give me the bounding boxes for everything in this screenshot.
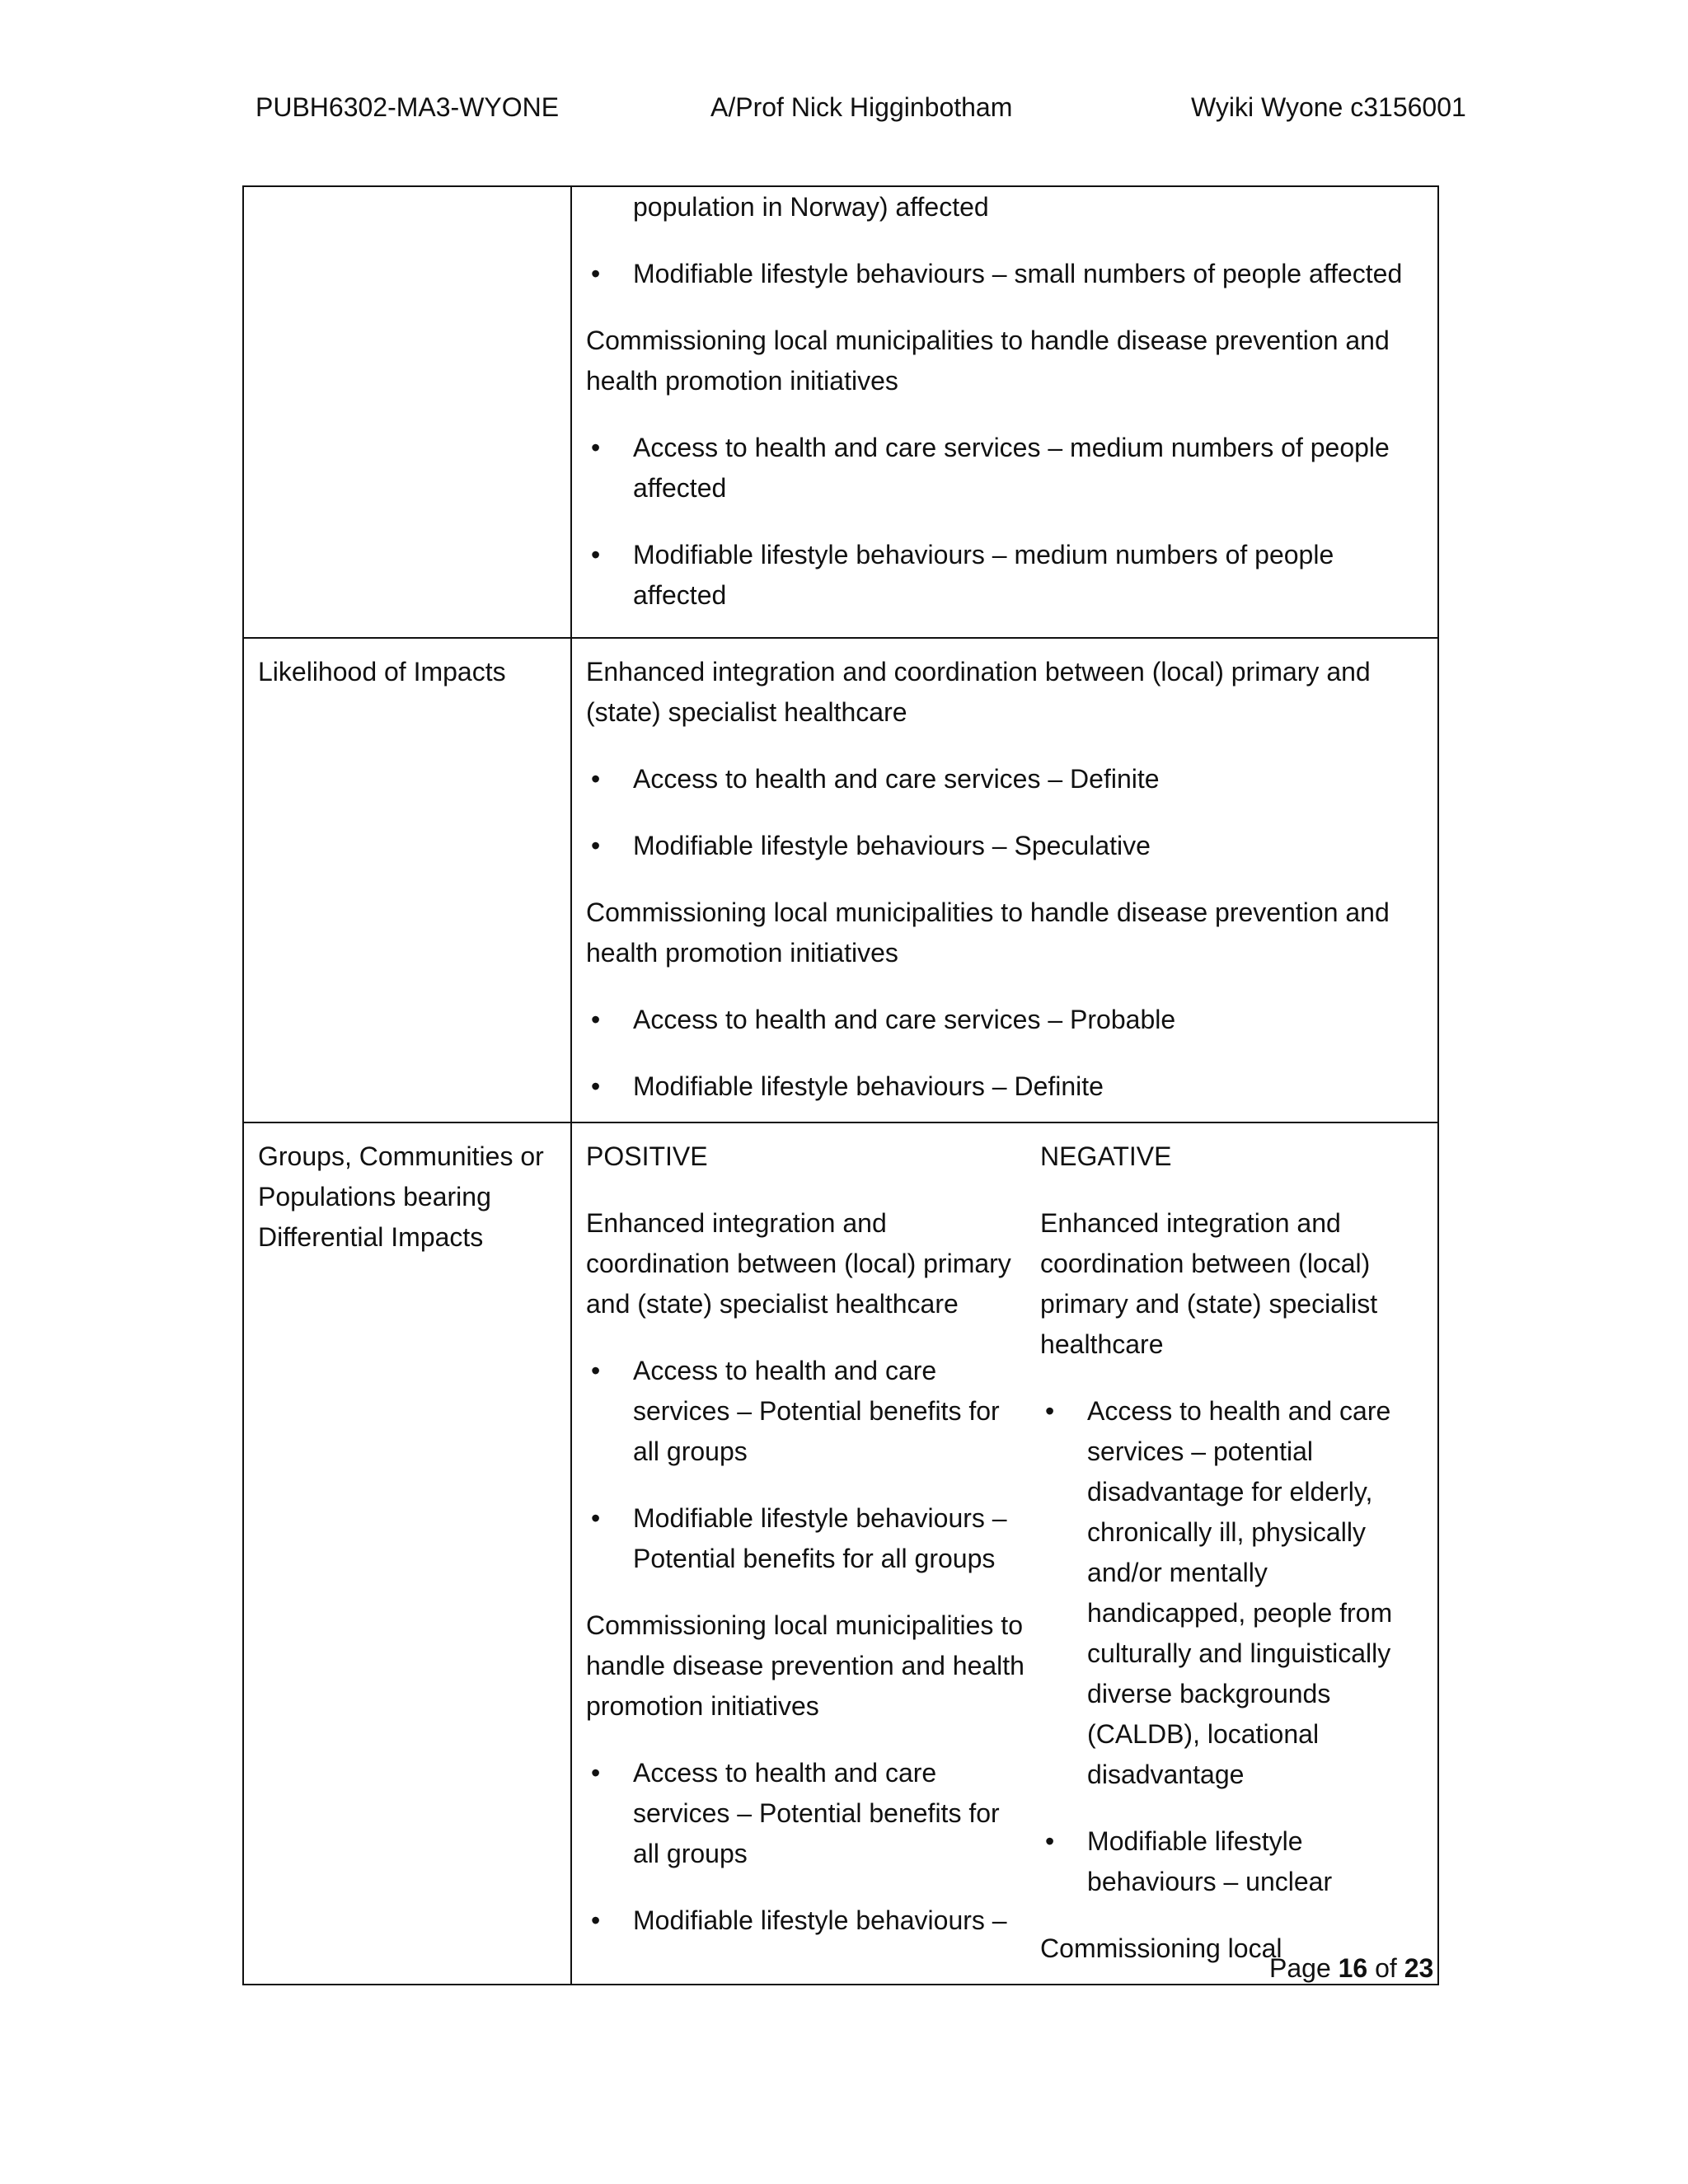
list-item: • Modifiable lifestyle behaviours – medium numbers of people affected bbox=[586, 535, 1423, 616]
page-number: Page 16 of 23 bbox=[1269, 1953, 1434, 1983]
sub-heading: Enhanced integration and coordination between (local) primary and (state) specialist healthcare bbox=[1040, 1208, 1378, 1359]
header-author: Wyiki Wyone c3156001 bbox=[1191, 92, 1466, 122]
continued-text: population in Norway) affected bbox=[633, 192, 989, 222]
list-item: • Access to health and care services – Potential benefits for all groups bbox=[586, 1351, 1025, 1472]
row-content-cell bbox=[571, 1122, 1438, 1985]
list-item: • Modifiable lifestyle behaviours – unclear bbox=[1040, 1821, 1423, 1902]
bullet-list bbox=[586, 1351, 1025, 1579]
bullet-icon: • bbox=[591, 540, 601, 569]
list-item: • Modifiable lifestyle behaviours – Speculative bbox=[586, 826, 1423, 866]
positive-column bbox=[586, 1137, 1040, 1969]
row-content-cell bbox=[571, 638, 1438, 1122]
sub-heading: Commissioning local municipalities to handle disease prevention and health promotion initiatives bbox=[586, 1610, 1025, 1721]
table-row bbox=[243, 186, 1438, 638]
bullet-list bbox=[586, 1000, 1423, 1107]
sub-heading: Enhanced integration and coordination between (local) primary and (state) specialist healthcare bbox=[586, 657, 1371, 727]
bullet-icon: • bbox=[591, 1905, 601, 1935]
sub-heading: Commissioning local municipalities to handle disease prevention and health promotion initiatives bbox=[586, 326, 1390, 396]
row-content-cell bbox=[571, 186, 1438, 638]
total-pages: 23 bbox=[1404, 1953, 1434, 1983]
bullet-list bbox=[586, 428, 1423, 616]
sub-heading: Commissioning local municipalities to handle disease prevention and health promotion initiatives bbox=[586, 898, 1390, 968]
row-label-cell bbox=[243, 638, 571, 1122]
row-label-cell bbox=[243, 1122, 571, 1985]
list-item: • Access to health and care services – potential disadvantage for elderly, chronically ill, physically and/or mentally handicapped, people from culturally and linguistically diverse backgrounds (CALDB), locational disadvantage bbox=[1040, 1391, 1423, 1795]
bullet-list bbox=[586, 1753, 1025, 1941]
bullet-icon: • bbox=[591, 259, 601, 288]
bullet-icon: • bbox=[591, 1503, 601, 1533]
bullet-icon: • bbox=[591, 433, 601, 462]
bullet-icon: • bbox=[591, 1071, 601, 1101]
table-row bbox=[243, 638, 1438, 1122]
sub-heading: Commissioning local bbox=[1040, 1933, 1282, 1963]
column-title: NEGATIVE bbox=[1040, 1141, 1172, 1171]
bullet-icon: • bbox=[1045, 1396, 1055, 1426]
bullet-icon: • bbox=[1045, 1826, 1055, 1856]
list-item: • Access to health and care services – Definite bbox=[586, 759, 1423, 799]
current-page: 16 bbox=[1338, 1953, 1368, 1983]
row-label: Groups, Communities or Populations bearing Differential Impacts bbox=[258, 1141, 544, 1252]
bullet-list bbox=[586, 759, 1423, 866]
list-item: • Modifiable lifestyle behaviours – small numbers of people affected bbox=[586, 254, 1423, 294]
row-label-cell bbox=[243, 186, 571, 638]
list-item: • Access to health and care services – Potential benefits for all groups bbox=[586, 1753, 1025, 1874]
list-item: • Modifiable lifestyle behaviours – Definite bbox=[586, 1066, 1423, 1107]
list-item: • Access to health and care services – Probable bbox=[586, 1000, 1423, 1040]
bullet-icon: • bbox=[591, 1005, 601, 1034]
bullet-icon: • bbox=[591, 764, 601, 794]
list-item: • Modifiable lifestyle behaviours – bbox=[586, 1900, 1025, 1941]
column-title: POSITIVE bbox=[586, 1141, 708, 1171]
bullet-list bbox=[1040, 1391, 1423, 1902]
table-row bbox=[243, 1122, 1438, 1985]
sub-heading: Enhanced integration and coordination between (local) primary and (state) specialist healthcare bbox=[586, 1208, 1011, 1319]
header-course-code: PUBH6302-MA3-WYONE bbox=[256, 92, 560, 122]
bullet-list bbox=[586, 254, 1423, 294]
impact-assessment-table bbox=[242, 185, 1439, 1985]
row-label: Likelihood of Impacts bbox=[258, 657, 506, 687]
negative-column bbox=[1040, 1137, 1423, 1969]
positive-negative-split bbox=[586, 1137, 1423, 1969]
bullet-icon: • bbox=[591, 1356, 601, 1385]
header-supervisor: A/Prof Nick Higginbotham bbox=[710, 92, 1013, 122]
bullet-icon: • bbox=[591, 831, 601, 860]
bullet-icon: • bbox=[591, 1758, 601, 1788]
list-item: • Access to health and care services – medium numbers of people affected bbox=[586, 428, 1423, 509]
list-item: • Modifiable lifestyle behaviours – Potential benefits for all groups bbox=[586, 1498, 1025, 1579]
